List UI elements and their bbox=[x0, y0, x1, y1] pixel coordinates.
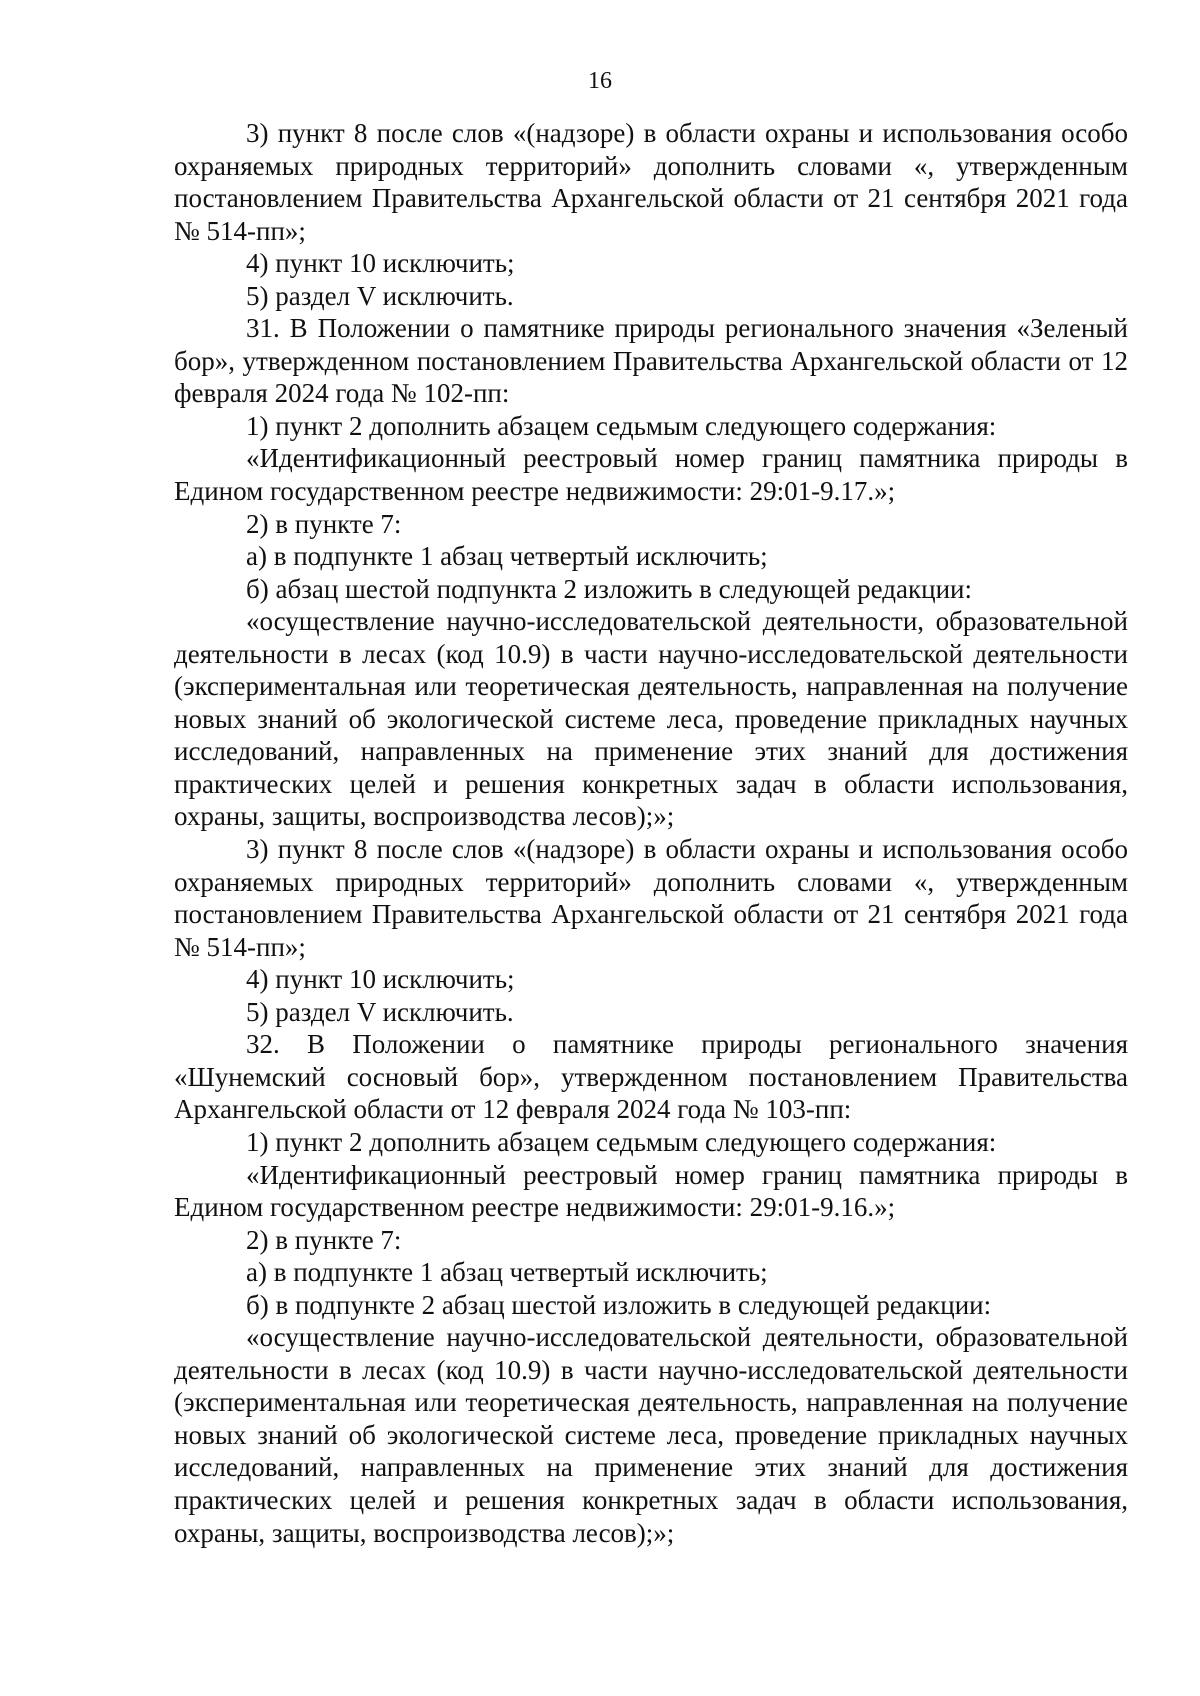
paragraph-quote-research-art31: «осуществление научно-исследовательской деятельности, образовательной деятельности в лесах (код 10.9) в части научно-исследовательской деятельности (экспериментальная или теоретическая деятельность, направленная на получение новых знаний об экологической системе леса, проведение прикладных научных исследований, направленных на применение этих знаний для достижения практических целей и решения конкретных задач в области использования, охраны, защиты, воспроизводства лесов);»; bbox=[174, 606, 1128, 832]
paragraph-quote-research-art32: «осуществление научно-исследовательской деятельности, образовательной деятельности в лесах (код 10.9) в части научно-исследовательской деятельности (экспериментальная или теоретическая деятельность, направленная на получение новых знаний об экологической системе леса, проведение прикладных научных исследований, направленных на применение этих знаний для достижения практических целей и решения конкретных задач в области использования, охраны, защиты, воспроизводства лесов);»; bbox=[174, 1322, 1128, 1548]
paragraph-item-5-art31: 5) раздел V исключить. bbox=[246, 996, 514, 1027]
paragraph-item-1-art31: 1) пункт 2 дополнить абзацем седьмым следующего содержания: bbox=[246, 410, 997, 441]
paragraph-subitem-b-art32: б) в подпункте 2 абзац шестой изложить в следующей редакции: bbox=[246, 1289, 992, 1320]
paragraph-subitem-b-art31: б) абзац шестой подпункта 2 изложить в следующей редакции: bbox=[246, 573, 972, 604]
paragraph-item-2-art31: 2) в пункте 7: bbox=[246, 508, 402, 539]
paragraph-item-4-art30: 4) пункт 10 исключить; bbox=[246, 248, 515, 279]
paragraph-item-4-art31: 4) пункт 10 исключить; bbox=[246, 964, 515, 995]
paragraph-subitem-a-art31: а) в подпункте 1 абзац четвертый исключить; bbox=[246, 541, 768, 572]
paragraph-item-1-art32: 1) пункт 2 дополнить абзацем седьмым следующего содержания: bbox=[246, 1126, 997, 1157]
paragraph-subitem-a-art32: а) в подпункте 1 абзац четвертый исключить; bbox=[246, 1257, 768, 1288]
document-body bbox=[174, 117, 1128, 1549]
page-number: 16 bbox=[588, 68, 612, 94]
paragraph-quote-registry-art31: «Идентификационный реестровый номер границ памятника природы в Едином государственном реестре недвижимости: 29:01-9.17.»; bbox=[174, 443, 1128, 507]
paragraph-article-32: 32. В Положении о памятнике природы регионального значения «Шунемский сосновый бор», утвержденном постановлением Правительства Архангельской области от 12 февраля 2024 года № 103-пп: bbox=[174, 1029, 1128, 1125]
paragraph-item-3-art31: 3) пункт 8 после слов «(надзоре) в области охраны и использования особо охраняемых природных территорий» дополнить словами «, утвержденным постановлением Правительства Архангельской области от 21 сентября 2021 года № 514-пп»; bbox=[174, 834, 1128, 962]
paragraph-quote-registry-art32: «Идентификационный реестровый номер границ памятника природы в Едином государственном реестре недвижимости: 29:01-9.16.»; bbox=[174, 1159, 1128, 1223]
paragraph-item-3-art30: 3) пункт 8 после слов «(надзоре) в области охраны и использования особо охраняемых природных территорий» дополнить словами «, утвержденным постановлением Правительства Архангельской области от 21 сентября 2021 года № 514-пп»; bbox=[174, 118, 1128, 246]
paragraph-item-5-art30: 5) раздел V исключить. bbox=[246, 280, 514, 311]
paragraph-item-2-art32: 2) в пункте 7: bbox=[246, 1224, 402, 1255]
paragraph-article-31: 31. В Положении о памятнике природы регионального значения «Зеленый бор», утвержденном постановлением Правительства Архангельской области от 12 февраля 2024 года № 102-пп: bbox=[174, 313, 1128, 409]
